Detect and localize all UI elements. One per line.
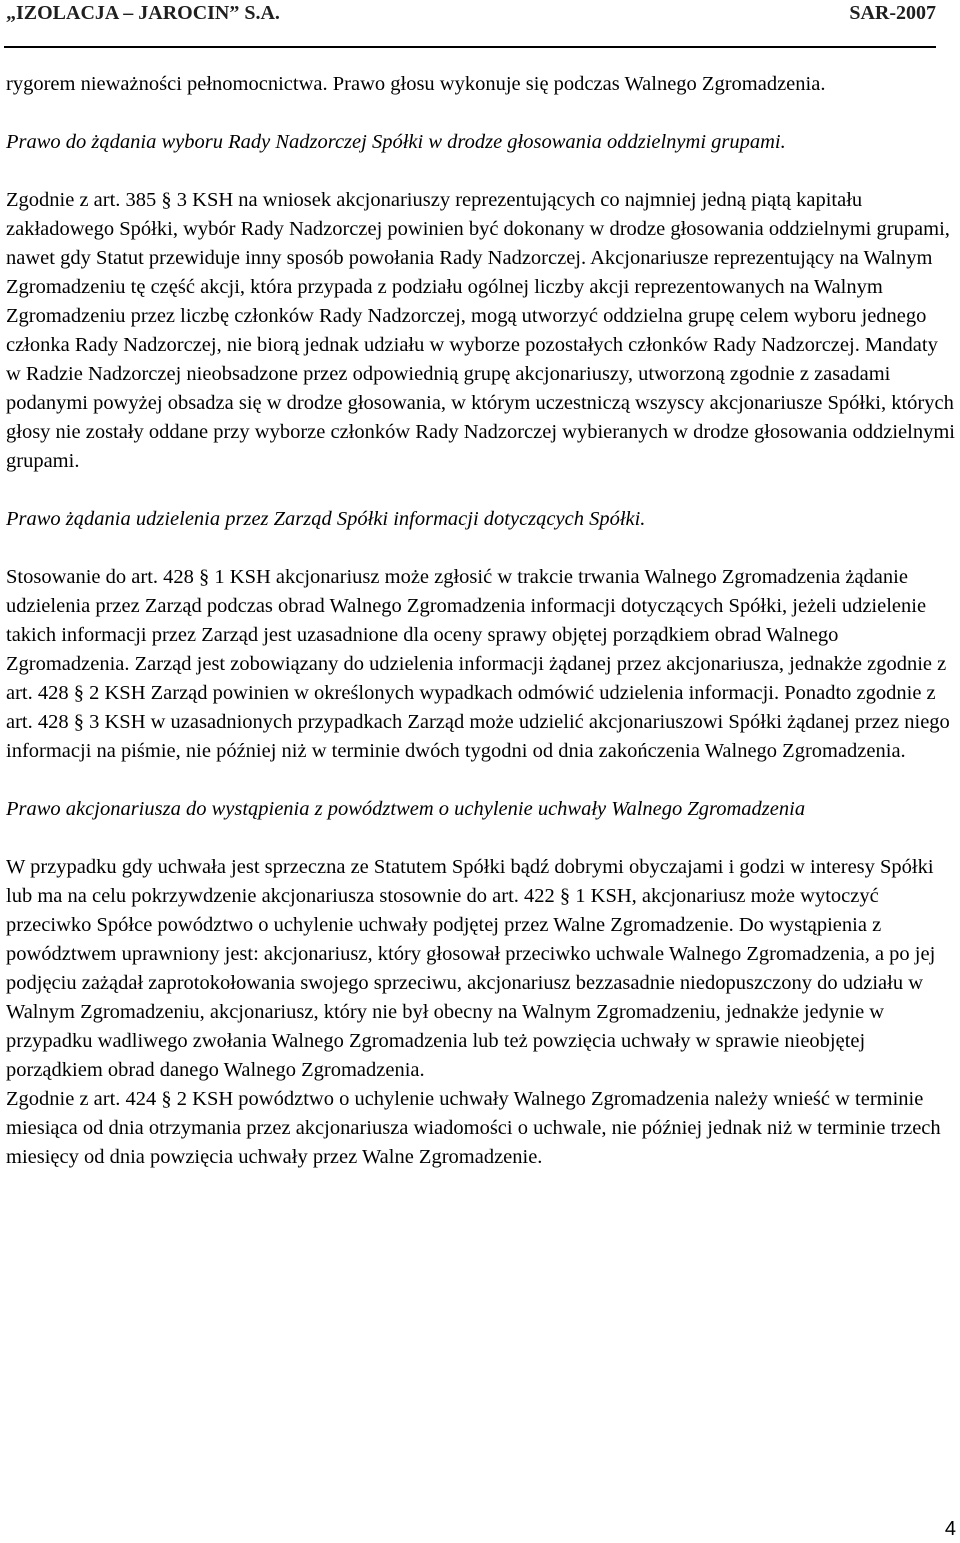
section-heading: Prawo żądania udzielenia przez Zarząd Spółki informacji dotyczących Spółki. [6,508,646,530]
paragraph: Zgodnie z art. 424 § 2 KSH powództwo o uchylenie uchwały Walnego Zgromadzenia należy wnieść w terminie miesiąca od dnia otrzymania przez akcjonariusza wiadomości o uchwale, nie później jednak niż w terminie trzech miesięcy od dnia powzięcia uchwały przez Walne Zgromadzenie. [6,1088,941,1168]
paragraph: Stosowanie do art. 428 § 1 KSH akcjonariusz może zgłosić w trakcie trwania Walnego Zgromadzenia żądanie udzielenia przez Zarząd podczas obrad Walnego Zgromadzenia informacji dotyczących Spółki, jeżeli udzielenie takich informacji przez Zarząd jest uzasadnione dla oceny sprawy objętej porządkiem obrad Walnego Zgromadzenia. Zarząd jest zobowiązany do udzielenia informacji żądanej przez akcjonariusza, jednakże zgodnie z art. 428 § 2 KSH Zarząd powinien w określonych wypadkach odmówić udzielenia informacji. Ponadto zgodnie z art. 428 § 3 KSH w uzasadnionych przypadkach Zarząd może udzielić akcjonariuszowi Spółki żądanej przez niego informacji na piśmie, nie później niż w terminie dwóch tygodni od dnia zakończenia Walnego Zgromadzenia. [6,566,950,762]
header-company-name: „IZOLACJA – JAROCIN” S.A. [6,2,280,24]
section-heading: Prawo akcjonariusza do wystąpienia z powództwem o uchylenie uchwały Walnego Zgromadzenia [6,798,806,820]
header-report-id: SAR-2007 [849,2,936,24]
section-heading: Prawo do żądania wyboru Rady Nadzorczej Spółki w drodze głosowania oddzielnymi grupami. [6,131,786,153]
paragraph: rygorem nieważności pełnomocnictwa. Prawo głosu wykonuje się podczas Walnego Zgromadzenia. [6,73,826,95]
document-body [6,70,956,1172]
paragraph: Zgodnie z art. 385 § 3 KSH na wniosek akcjonariuszy reprezentujących co najmniej jedną piątą kapitału zakładowego Spółki, wybór Rady Nadzorczej powinien być dokonany w drodze głosowania oddzielnymi grupami, nawet gdy Statut przewiduje inny sposób powołania Rady Nadzorczej. Akcjonariusze reprezentujący na Walnym Zgromadzeniu tę część akcji, która przypada z podziału ogólnej liczby akcji reprezentowanych na Walnym Zgromadzeniu przez liczbę członków Rady Nadzorczej, mogą utworzyć oddzielna grupę celem wyboru jednego członka Rady Nadzorczej, nie biorą jednak udziału w wyborze pozostałych członków Rady Nadzorczej. Mandaty w Radzie Nadzorczej nieobsadzone przez odpowiednią grupę akcjonariuszy, utworzoną zgodnie z zasadami podanymi powyżej obsadza się w drodze głosowania, w którym uczestniczą wszyscy akcjonariusze Spółki, których głosy nie zostały oddane przy wyborze członków Rady Nadzorczej wybieranych w drodze głosowania oddzielnymi grupami. [6,189,955,472]
page-header [4,0,936,48]
paragraph: W przypadku gdy uchwała jest sprzeczna ze Statutem Spółki bądź dobrymi obyczajami i godzi w interesy Spółki lub ma na celu pokrzywdzenie akcjonariusza stosownie do art. 422 § 1 KSH, akcjonariusz może wytoczyć przeciwko Spółce powództwo o uchylenie uchwały podjętej przez Walne Zgromadzenie. Do wystąpienia z powództwem uprawniony jest: akcjonariusz, który głosował przeciwko uchwale Walnego Zgromadzenia, a po jej podjęciu zażądał zaprotokołowania swojego sprzeciwu, akcjonariusz bezzasadnie niedopuszczony do udziału w Walnym Zgromadzeniu, akcjonariusz, który nie był obecny na Walnym Zgromadzeniu, jednakże jedynie w przypadku wadliwego zwołania Walnego Zgromadzenia lub też powzięcia uchwały w sprawie nieobjętej porządkiem obrad danego Walnego Zgromadzenia. [6,856,936,1081]
page-number: 4 [944,1518,956,1540]
